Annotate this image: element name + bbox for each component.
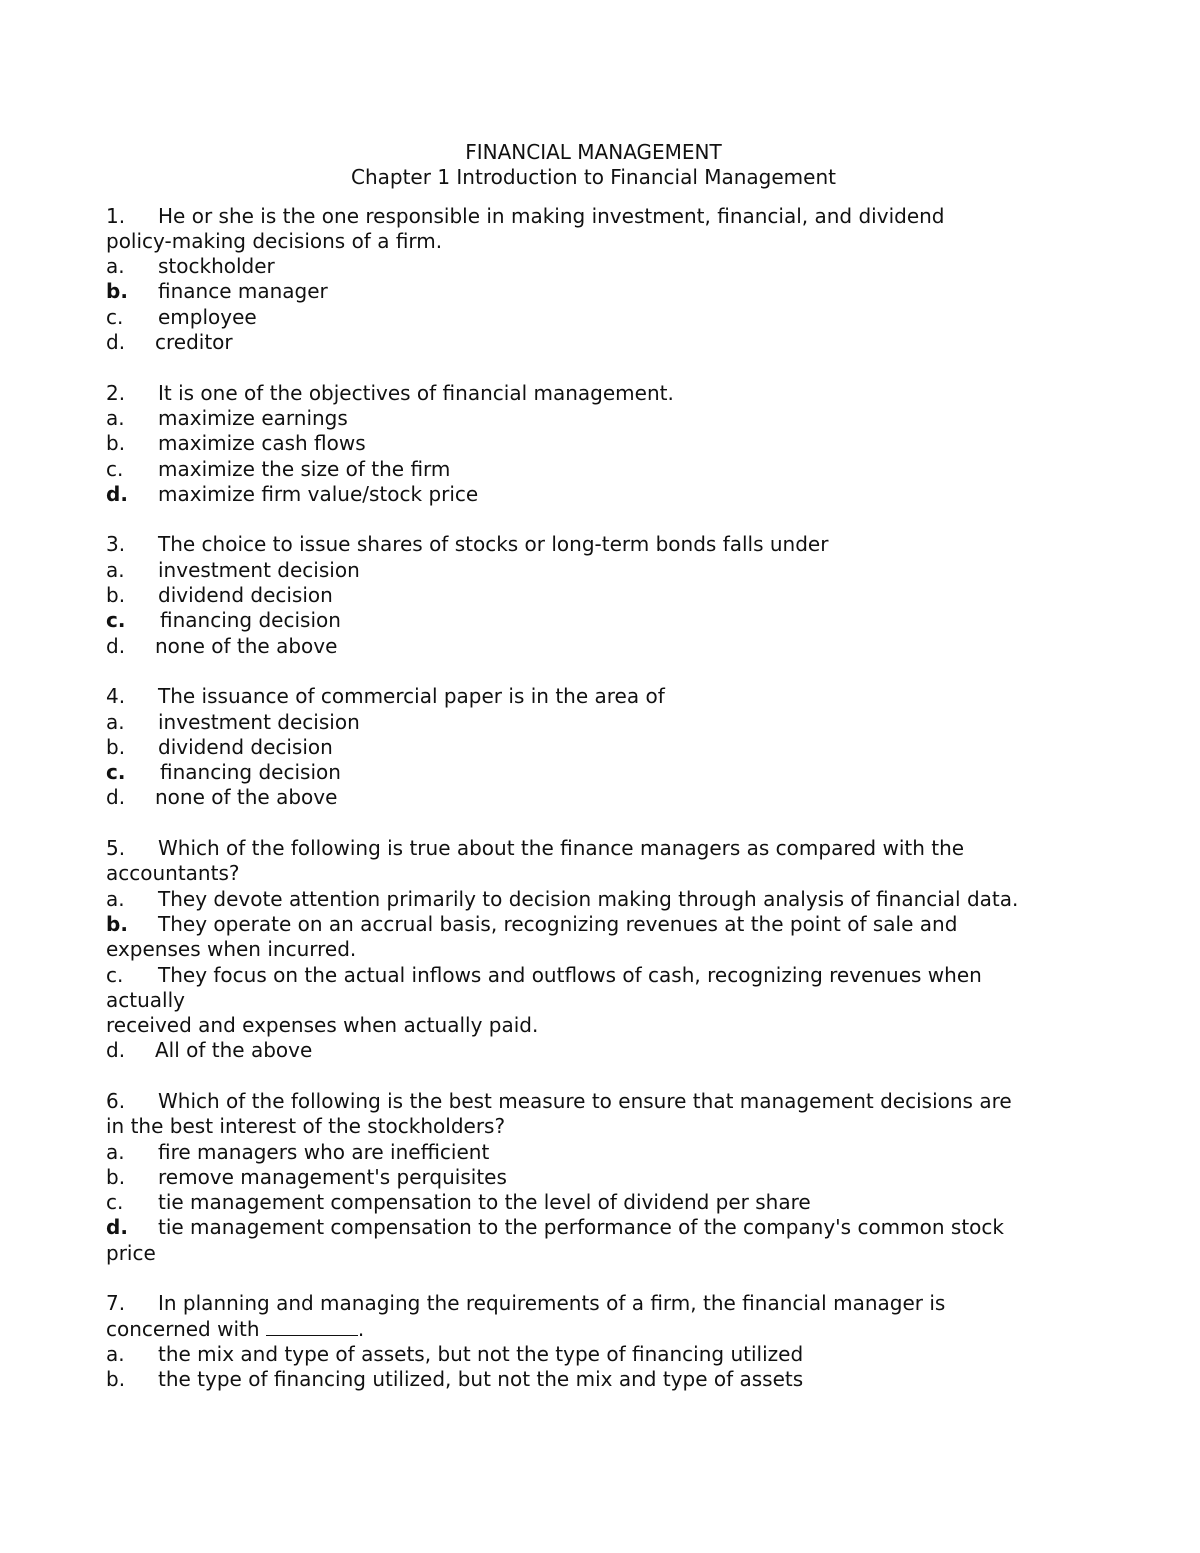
question-text: Which of the following is true about the finance managers as compared with the [158, 836, 965, 861]
question-number: 5. [106, 836, 126, 861]
option-text: They devote attention primarily to decision making through analysis of financial data. [158, 886, 1019, 911]
option-letter: d. [106, 1215, 128, 1240]
question-text-continued [106, 1317, 1081, 1342]
question-text: In planning and managing the requirements of a firm, the financial manager is [158, 1291, 946, 1316]
option-d [106, 482, 1081, 507]
option-text: fire managers who are inefficient [158, 1139, 490, 1164]
option-b [106, 1367, 1081, 1392]
option-text: They focus on the actual inflows and outflows of cash, recognizing revenues when [158, 962, 982, 987]
option-letter: b. [106, 431, 126, 456]
option-letter: c. [106, 760, 126, 785]
option-letter: a. [106, 886, 125, 911]
option-b [106, 431, 1081, 456]
question-number: 1. [106, 203, 126, 228]
option-text: remove management's perquisites [158, 1164, 507, 1189]
option-text: finance manager [158, 279, 328, 304]
option-b [106, 583, 1081, 608]
option-text: the type of financing utilized, but not the mix and type of assets [158, 1367, 804, 1392]
option-text: maximize firm value/stock price [158, 481, 479, 506]
question-text-continued: accountants? [106, 861, 240, 886]
question-text-continued: in the best interest of the stockholders? [106, 1114, 506, 1139]
option-text: financing decision [160, 760, 341, 785]
question-text: It is one of the objectives of financial management. [158, 380, 674, 405]
option-b [106, 735, 1081, 760]
option-text-continued: actually [106, 987, 185, 1012]
option-c [106, 305, 1081, 330]
option-letter: c. [106, 304, 124, 329]
option-letter: b. [106, 734, 126, 759]
option-a [106, 254, 1081, 279]
option-text: creditor [155, 330, 233, 355]
question-number: 4. [106, 684, 126, 709]
option-letter: d. [106, 481, 128, 506]
question-text: Which of the following is the best measure to ensure that management decisions are [158, 1088, 1012, 1113]
question-stem [106, 836, 1081, 861]
option-letter: a. [106, 1139, 125, 1164]
option-letter: b. [106, 1164, 126, 1189]
option-d [106, 634, 1081, 659]
answer-blank [266, 1319, 358, 1336]
option-c [106, 1190, 1081, 1215]
option-text: investment decision [158, 557, 360, 582]
option-a [106, 887, 1081, 912]
option-text: financing decision [160, 608, 341, 633]
option-d [106, 330, 1081, 355]
option-letter: a. [106, 557, 125, 582]
option-d [106, 1038, 1081, 1063]
question-stem [106, 532, 1081, 557]
question-text: The choice to issue shares of stocks or long-term bonds falls under [158, 532, 829, 557]
option-letter: d. [106, 785, 126, 810]
option-letter: c. [106, 962, 124, 987]
option-letter: c. [106, 1190, 124, 1215]
option-text: employee [158, 304, 257, 329]
option-text-continued: expenses when incurred. [106, 937, 357, 962]
option-text-continued: price [106, 1240, 156, 1265]
option-b [106, 279, 1081, 304]
option-a [106, 1140, 1081, 1165]
option-letter: b. [106, 583, 126, 608]
option-text: stockholder [158, 254, 275, 279]
option-letter: a. [106, 405, 125, 430]
question-text-part: concerned with [106, 1316, 260, 1341]
option-d [106, 1215, 1081, 1240]
question-5 [106, 836, 1081, 1064]
option-letter: b. [106, 279, 128, 304]
question-stem [106, 684, 1081, 709]
question-stem [106, 381, 1081, 406]
option-letter: c. [106, 608, 126, 633]
option-text: tie management compensation to the performance of the company's common stock [158, 1215, 1004, 1240]
option-b [106, 1165, 1081, 1190]
question-7 [106, 1291, 1081, 1392]
option-c [106, 760, 1081, 785]
document-subtitle: Chapter 1 Introduction to Financial Management [351, 165, 836, 190]
question-4 [106, 684, 1081, 810]
document-page [106, 140, 1081, 1418]
question-number: 3. [106, 532, 126, 557]
question-text-continued: policy-making decisions of a firm. [106, 228, 443, 253]
question-text-end: . [357, 1316, 365, 1341]
option-text: none of the above [155, 633, 338, 658]
option-letter: c. [106, 456, 124, 481]
option-letter: b. [106, 911, 128, 936]
option-text: maximize earnings [158, 405, 348, 430]
option-text: the mix and type of assets, but not the type of financing utilized [158, 1341, 804, 1366]
option-letter: a. [106, 709, 125, 734]
option-text: All of the above [155, 1038, 313, 1063]
question-2 [106, 381, 1081, 507]
document-header [106, 140, 1081, 191]
question-number: 7. [106, 1291, 126, 1316]
option-a [106, 406, 1081, 431]
option-text: maximize cash flows [158, 431, 366, 456]
option-text: none of the above [155, 785, 338, 810]
question-text: He or she is the one responsible in making investment, financial, and dividend [158, 203, 945, 228]
option-text: dividend decision [158, 583, 333, 608]
question-text: The issuance of commercial paper is in the area of [158, 684, 665, 709]
option-a [106, 710, 1081, 735]
option-letter: d. [106, 633, 126, 658]
option-letter: b. [106, 1367, 126, 1392]
option-text: They operate on an accrual basis, recognizing revenues at the point of sale and [158, 911, 958, 936]
question-6 [106, 1089, 1081, 1266]
question-stem [106, 204, 1081, 229]
option-text: dividend decision [158, 734, 333, 759]
option-c [106, 457, 1081, 482]
option-text: maximize the size of the firm [158, 456, 451, 481]
option-d [106, 785, 1081, 810]
option-c [106, 608, 1081, 633]
question-number: 6. [106, 1088, 126, 1113]
option-b [106, 912, 1081, 937]
option-letter: d. [106, 1038, 126, 1063]
question-1 [106, 204, 1081, 356]
option-a [106, 1342, 1081, 1367]
option-text-continued: received and expenses when actually paid. [106, 1013, 539, 1038]
question-3 [106, 532, 1081, 658]
question-stem [106, 1089, 1081, 1114]
option-letter: d. [106, 330, 126, 355]
document-title: FINANCIAL MANAGEMENT [465, 140, 722, 164]
question-stem [106, 1291, 1081, 1316]
option-text: tie management compensation to the level of dividend per share [158, 1190, 811, 1215]
question-number: 2. [106, 380, 126, 405]
option-a [106, 558, 1081, 583]
option-letter: a. [106, 1341, 125, 1366]
option-letter: a. [106, 254, 125, 279]
option-text: investment decision [158, 709, 360, 734]
option-c [106, 963, 1081, 988]
